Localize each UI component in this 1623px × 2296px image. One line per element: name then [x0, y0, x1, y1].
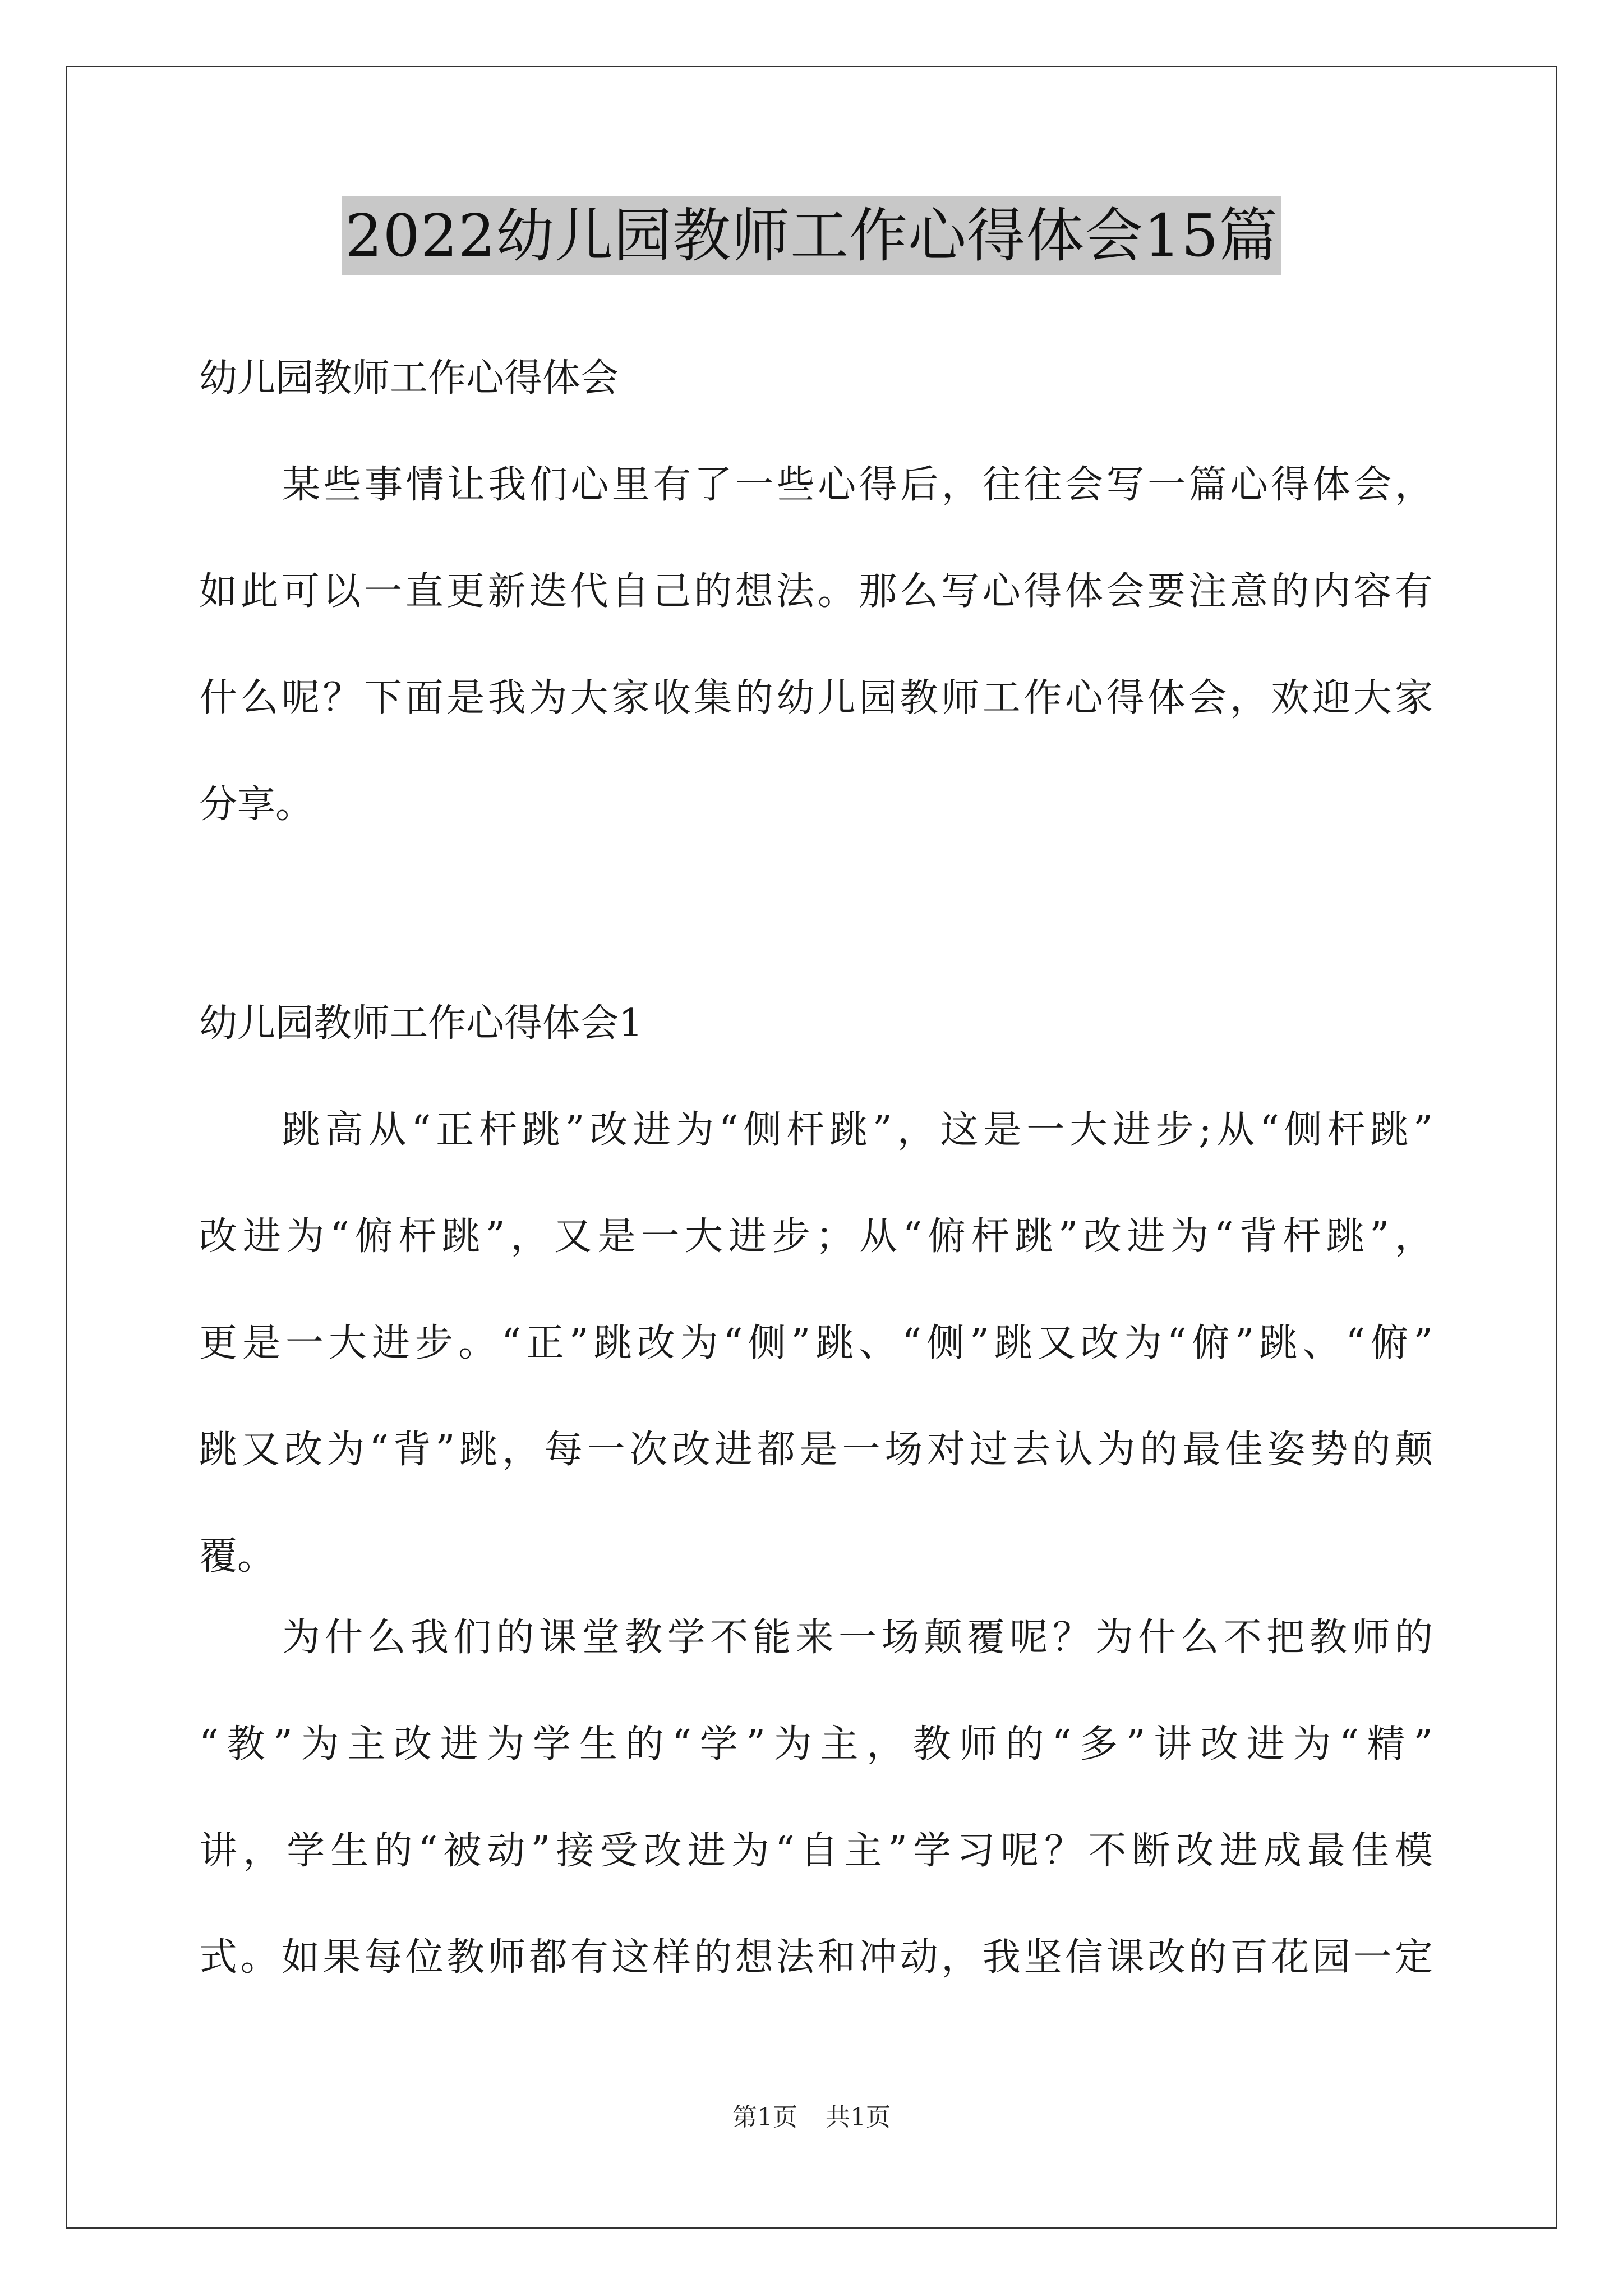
paragraph-line: 更是一大进步。“正”跳改为“侧”跳、“侧”跳又改为“俯”跳、“俯” [199, 1321, 1433, 1365]
intro-paragraph [199, 432, 1433, 858]
paragraph-line: 某些事情让我们心里有了一些心得后，往往会写一篇心得体会， [282, 463, 1433, 507]
paragraph-line: 如此可以一直更新迭代自己的想法。那么写心得体会要注意的内容有 [199, 569, 1433, 614]
paragraph-line: 讲，学生的“被动”接受改进为“自主”学习呢？不断改进成最佳模 [199, 1829, 1433, 1873]
paragraph-line: 跳又改为“背”跳，每一次改进都是一场对过去认为的最佳姿势的颠 [199, 1428, 1433, 1472]
paragraph-line: 为什么我们的课堂教学不能来一场颠覆呢？为什么不把教师的 [282, 1616, 1433, 1660]
document-title: 2022幼儿园教师工作心得体会15篇 [342, 196, 1281, 275]
paragraph-line: 覆。 [199, 1534, 276, 1579]
paragraph-line: 改进为“俯杆跳”，又是一大进步；从“俯杆跳”改进为“背杆跳”， [199, 1214, 1433, 1259]
section-heading: 幼儿园教师工作心得体会 [199, 356, 619, 401]
page-total: 共1页 [826, 2103, 891, 2132]
page-number: 第1页 [732, 2103, 797, 2132]
paragraph-line: 跳高从“正杆跳”改进为“侧杆跳”，这是一大进步;从“侧杆跳” [282, 1108, 1433, 1152]
paragraph-line: “教”为主改进为学生的“学”为主，教师的“多”讲改进为“精” [199, 1722, 1433, 1766]
paragraph-line: 什么呢？下面是我为大家收集的幼儿园教师工作心得体会，欢迎大家 [199, 676, 1433, 720]
paragraph-line: 式。如果每位教师都有这样的想法和冲动，我坚信课改的百花园一定 [199, 1935, 1433, 1980]
section-heading-1: 幼儿园教师工作心得体会1 [199, 1001, 643, 1046]
title-container [0, 196, 1623, 275]
body-paragraph-1 [199, 1077, 1433, 1610]
paragraph-line: 分享。 [199, 783, 314, 827]
page-footer [0, 2097, 1623, 2133]
body-paragraph-2 [199, 1585, 1433, 2011]
